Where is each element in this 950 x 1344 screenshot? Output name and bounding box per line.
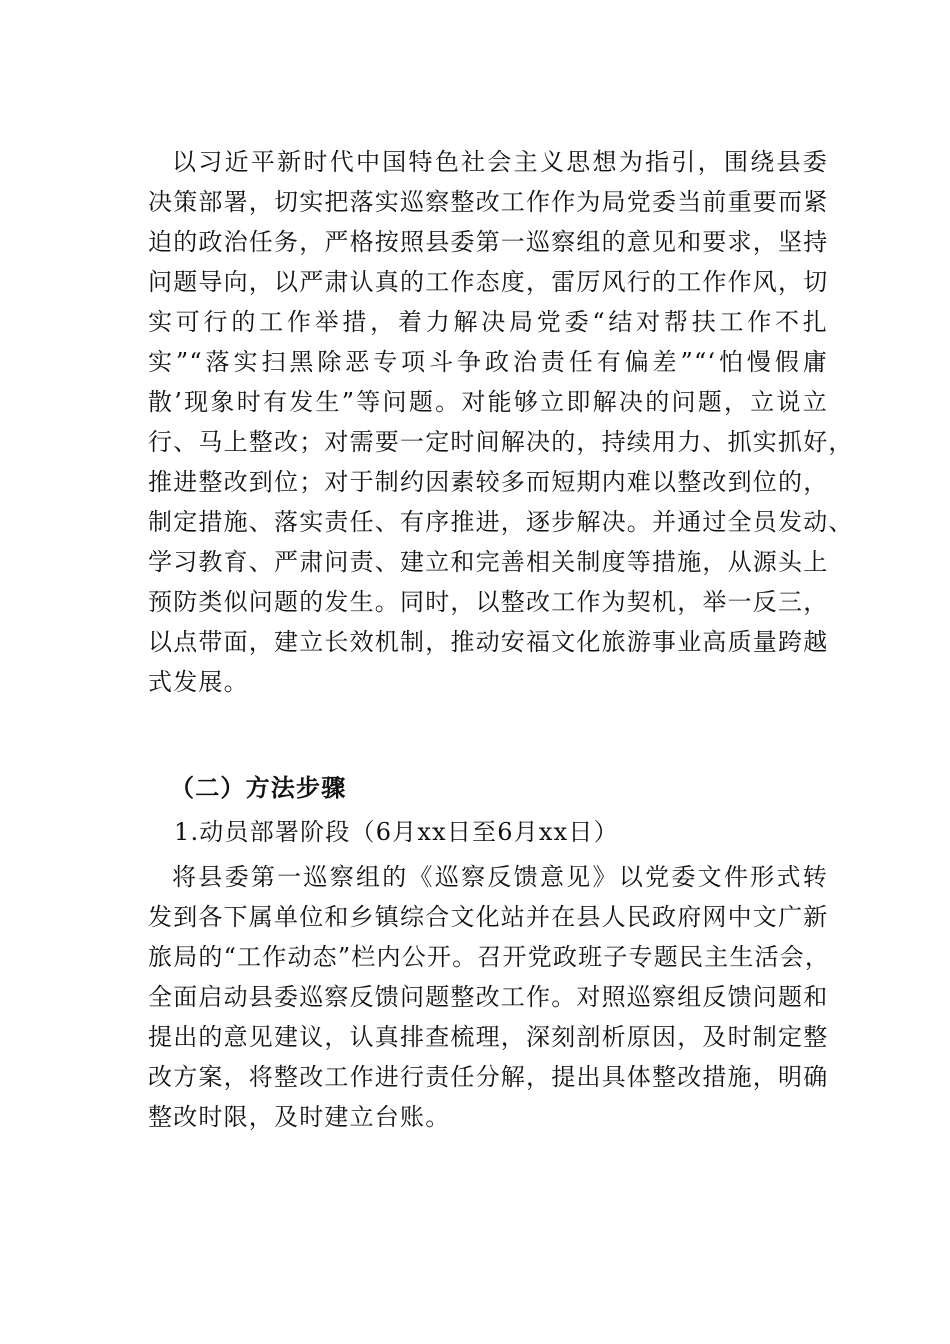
paragraph-line: 发到各下属单位和乡镇综合文化站并在县人民政府网中文广新 xyxy=(148,903,829,931)
paragraph-line: 行、马上整改；对需要一定时间解决的，持续用力、抓实抓好， xyxy=(148,428,854,456)
paragraph-line: 以点带面，建立长效机制，推动安福文化旅游事业高质量跨越 xyxy=(148,628,829,656)
step-heading: 1.动员部署阶段（6月xx日至6月xx日） xyxy=(174,818,619,846)
paragraph-line: 实”“落实扫黑除恶专项斗争政治责任有偏差”“‘怕慢假庸 xyxy=(148,348,828,376)
paragraph-line: 整改时限，及时建立台账。 xyxy=(148,1103,451,1131)
paragraph-line: 改方案，将整改工作进行责任分解，提出具体整改措施，明确 xyxy=(148,1063,829,1091)
paragraph-line: 以习近平新时代中国特色社会主义思想为指引，围绕县委 xyxy=(172,148,828,176)
paragraph-line: 全面启动县委巡察反馈问题整改工作。对照巡察组反馈问题和 xyxy=(148,983,829,1011)
step-heading-container xyxy=(148,812,828,852)
paragraph-line: 制定措施、落实责任、有序推进，逐步解决。并通过全员发动、 xyxy=(148,508,854,536)
paragraph-guiding-principle xyxy=(148,142,854,702)
paragraph-line: 问题导向，以严肃认真的工作态度，雷厉风行的工作作风，切 xyxy=(148,268,829,296)
paragraph-line: 推进整改到位；对于制约因素较多而短期内难以整改到位的， xyxy=(148,468,829,496)
paragraph-line: 提出的意见建议，认真排查梳理，深刻剖析原因，及时制定整 xyxy=(148,1023,829,1051)
paragraph-line: 实可行的工作举措，着力解决局党委“结对帮扶工作不扎 xyxy=(148,308,828,336)
paragraph-line: 预防类似问题的发生。同时，以整改工作为契机，举一反三， xyxy=(148,588,829,616)
paragraph-mobilization xyxy=(148,857,831,1137)
paragraph-line: 将县委第一巡察组的《巡察反馈意见》以党委文件形式转 xyxy=(172,863,828,891)
paragraph-line: 式发展。 xyxy=(148,668,249,696)
paragraph-line: 学习教育、严肃问责、建立和完善相关制度等措施，从源头上 xyxy=(148,548,829,576)
paragraph-line: 旅局的“工作动态”栏内公开。召开党政班子专题民主生活会， xyxy=(148,943,831,971)
paragraph-line: 散’现象时有发生”等问题。对能够立即解决的问题，立说立 xyxy=(148,388,828,416)
section-heading-container xyxy=(148,768,828,808)
paragraph-line: 决策部署，切实把落实巡察整改工作作为局党委当前重要而紧 xyxy=(148,188,829,216)
paragraph-line: 迫的政治任务，严格按照县委第一巡察组的意见和要求，坚持 xyxy=(148,228,829,256)
section-heading: （二）方法步骤 xyxy=(170,773,347,802)
